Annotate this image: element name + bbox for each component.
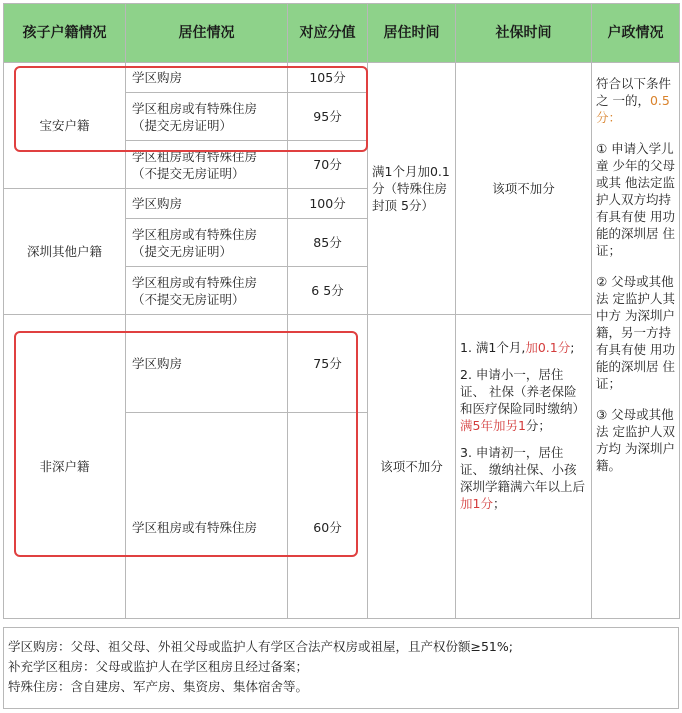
group-label-baoan: 宝安户籍 [4, 63, 126, 189]
score-cell: 60分 [288, 413, 368, 619]
residence-cell: 学区购房 [126, 315, 288, 413]
household-conditions [592, 63, 680, 619]
group-label-shenzhen-other: 深圳其他户籍 [4, 189, 126, 315]
household-intro: 符合以下条件之 一的，0.5分： [596, 76, 672, 125]
residence-cell: 学区租房或有特殊住房 [126, 413, 288, 619]
score-cell: 100分 [288, 189, 368, 219]
residence-cell: 学区租房或有特殊住房 （不提交无房证明） [126, 141, 288, 189]
header-household: 户政情况 [592, 4, 680, 63]
table-row [4, 315, 680, 413]
header-residence-time: 居住时间 [368, 4, 456, 63]
score-cell: 85分 [288, 219, 368, 267]
header-residence: 居住情况 [126, 4, 288, 63]
score-cell: 95分 [288, 93, 368, 141]
score-table [3, 3, 680, 619]
ss-item-2: 2. 申请小一，居住证、 社保（养老保险和医疗保险同时缴纳）满5年加另1分； [460, 367, 586, 433]
group-label-non-shenzhen: 非深户籍 [4, 315, 126, 619]
header-social-security-time: 社保时间 [456, 4, 592, 63]
social-security-non-shenzhen [456, 315, 592, 619]
residence-time-non-shenzhen: 该项不加分 [368, 315, 456, 619]
score-cell: 6 5分 [288, 267, 368, 315]
residence-time-shenzhen: 满1个月加0.1分（特殊住房封顶 5分） [368, 63, 456, 315]
social-security-shenzhen: 该项不加分 [456, 63, 592, 315]
header-row [4, 4, 680, 63]
household-condition-1: ① 申请入学儿童 少年的父母或其 他法定监护人双方均持有具有使 用功能的深圳居 住证； [596, 141, 675, 258]
residence-cell: 学区租房或有特殊住房 （提交无房证明） [126, 219, 288, 267]
header-hukou: 孩子户籍情况 [4, 4, 126, 63]
household-condition-3: ③ 父母或其他法 定监护人双方均 为深圳户籍。 [596, 407, 675, 473]
header-score: 对应分值 [288, 4, 368, 63]
residence-cell: 学区购房 [126, 63, 288, 93]
note-line: 特殊住房：含自建房、军产房、集资房、集体宿舍等。 [8, 679, 309, 694]
residence-cell: 学区购房 [126, 189, 288, 219]
table-row [4, 63, 680, 93]
ss-item-1: 1. 满1个月,加0.1分; [460, 340, 575, 355]
residence-cell: 学区租房或有特殊住房 （提交无房证明） [126, 93, 288, 141]
note-line: 学区购房：父母、祖父母、外祖父母或监护人有学区合法产权房或祖屋，且产权份额≥51%; [8, 639, 513, 654]
score-cell: 105分 [288, 63, 368, 93]
score-cell: 75分 [288, 315, 368, 413]
household-condition-2: ② 父母或其他法 定监护人其中方 为深圳户籍，另一方持有具有使 用功能的深圳居 住证； [596, 274, 675, 391]
definitions-notes [3, 627, 679, 709]
score-cell: 70分 [288, 141, 368, 189]
ss-item-3: 3. 申请初一，居住证、 缴纳社保、小孩深圳学籍满六年以上后加1分； [460, 445, 586, 511]
residence-cell: 学区租房或有特殊住房 （不提交无房证明） [126, 267, 288, 315]
note-line: 补充学区租房：父母或监护人在学区租房且经过备案； [8, 659, 309, 674]
